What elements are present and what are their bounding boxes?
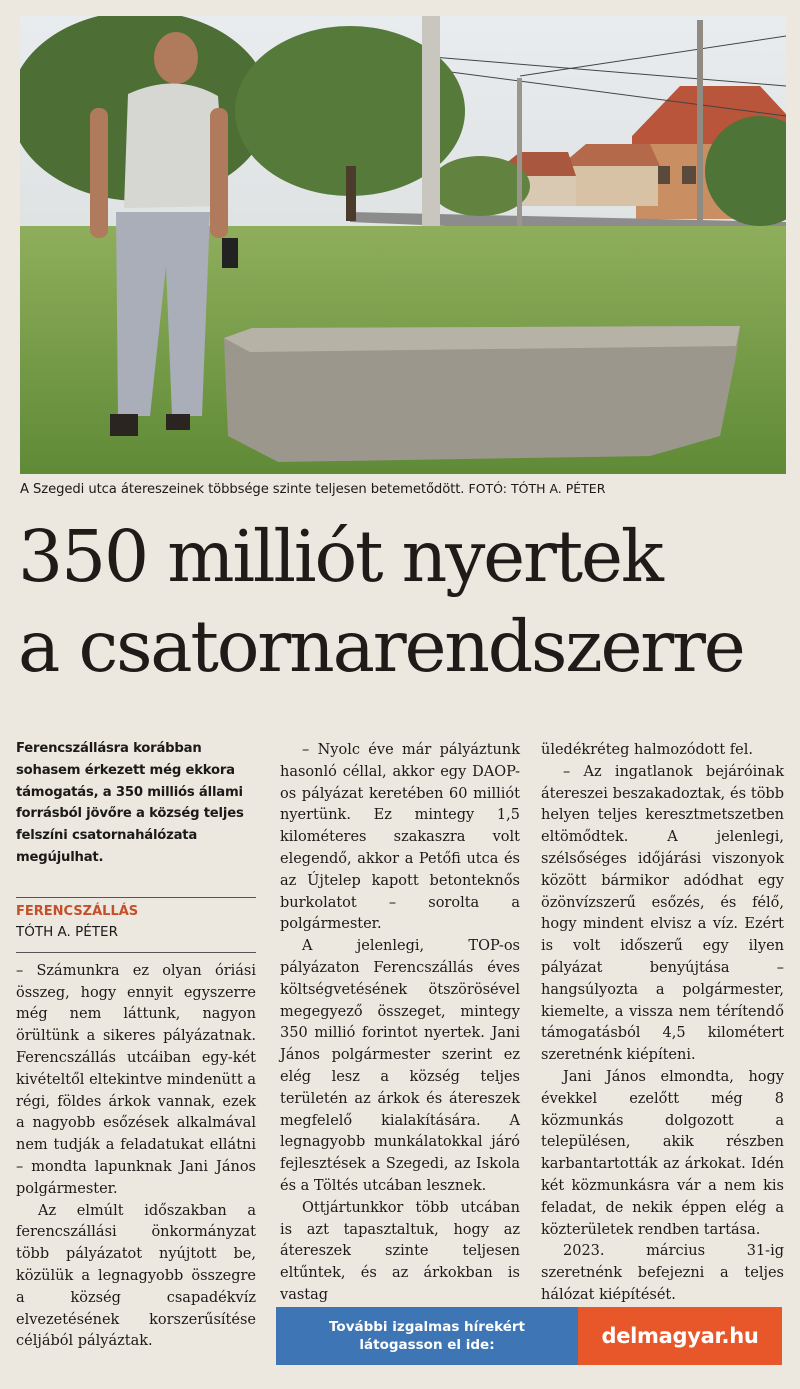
body-paragraph: Jani János elmondta, hogy évekkel ezelőtt még 8 közmunkás dolgozott a településen, akik részben karbantartották az árkokat. Idén két közmunkásra vár a nem kis feladat, de nekik éppen elég a közterületek rendben tartása. bbox=[541, 1068, 784, 1238]
body-paragraph: Ottjártunkkor több utcában is azt tapasztaltuk, hogy az átereszek szinte teljesen eltűntek, és az árkokban is vastag bbox=[280, 1199, 520, 1303]
headline-line-2: a csatornarendszerre bbox=[18, 605, 744, 688]
photo-credit: FOTÓ: TÓTH A. PÉTER bbox=[468, 481, 606, 496]
lead-paragraph: Ferencszállásra korábban sohasem érkezett még ekkora támogatás, a 350 milliós állami forrásból jövőre a község teljes felszíni csatornahálózata megújulhat. bbox=[16, 741, 244, 865]
headline bbox=[18, 512, 798, 692]
promo-text bbox=[276, 1307, 578, 1365]
body-paragraph: Az elmúlt időszakban a ferencszállási önkormányzat több pályázatot nyújtott be, közülük a legnagyobb összegre a község csapadékvíz elvezetésének korszerűsítése céljából pályáztak. bbox=[16, 1202, 256, 1350]
column-1 bbox=[16, 738, 256, 1353]
byline-location: FERENCSZÁLLÁS bbox=[16, 903, 139, 919]
headline-line-1: 350 milliót nyertek bbox=[18, 515, 662, 598]
column-2 bbox=[280, 740, 520, 1307]
body-paragraph: – Az ingatlanok bejáróinak átereszei beszakadoztak, és több helyen teljes keresztmetszetben eltömődtek. A jelenlegi, szélsőséges időjárási viszonyok között bármikor adódhat egy özönvízszerű esőzés, és félő, hogy mindent elvisz a víz. Ezért is volt időszerű egy ilyen pályázat benyújtása – hangsúlyozta a polgármester, kiemelte, a vissza nem térítendő támogatásból 4,5 kilométert szeretnénk kiépíteni. bbox=[541, 763, 784, 1064]
promo-line-1: További izgalmas hírekért bbox=[329, 1319, 525, 1335]
byline-author: TÓTH A. PÉTER bbox=[16, 923, 118, 940]
column-3 bbox=[541, 740, 784, 1307]
body-paragraph: – Számunkra ez olyan óriási összeg, hogy ennyit egyszerre még nem láttunk, nagyon örültünk a sikeres pályázatnak. Ferencszállás utcáiban egy-két kivételtől eltekintve mindenütt a régi, földes árkok vannak, ezek a nagyobb esőzések alkalmával nem tudják a feladatukat ellátni – mondta lapunknak Jani János polgármester. bbox=[16, 962, 256, 1197]
body-paragraph: A jelenlegi, TOP-os pályázaton Ferencszállás éves költségvetésének ötszörösével megegyező összeget, mintegy 350 millió forintot nyertek. Jani János polgármester szerint ez elég lesz a község teljes területén az árkok és átereszek megfelelő kialakítására. A legnagyobb munkálatokkal járó fejlesztések a Szegedi, az Iskola és a Töltés utcában lesznek. bbox=[280, 938, 520, 1194]
body-paragraph: üledékréteg halmozódott fel. bbox=[541, 742, 753, 758]
body-paragraph: – Nyolc éve már pályáztunk hasonló céllal, akkor egy DAOP-os pályázat keretében 60 milliót nyertünk. Ez mintegy 1,5 kilométeres szakaszra volt elegendő, akkor a Petőfi utca és az Újtelep kapott betonteknős burkolatot – sorolta a polgármester. bbox=[280, 742, 520, 933]
photo-illustration bbox=[20, 16, 786, 474]
caption-text: A Szegedi utca átereszeinek többsége szinte teljesen betemetődött. bbox=[20, 482, 465, 497]
byline bbox=[16, 898, 256, 942]
website-promo-banner[interactable] bbox=[276, 1307, 782, 1365]
photo-caption bbox=[20, 480, 786, 499]
article-photo bbox=[20, 16, 786, 474]
body-paragraph: 2023. március 31-ig szeretnénk befejezni a teljes hálózat kiépítését. bbox=[541, 1243, 784, 1303]
promo-site-link[interactable]: delmagyar.hu bbox=[578, 1307, 782, 1365]
promo-line-2: látogasson el ide: bbox=[359, 1337, 495, 1353]
